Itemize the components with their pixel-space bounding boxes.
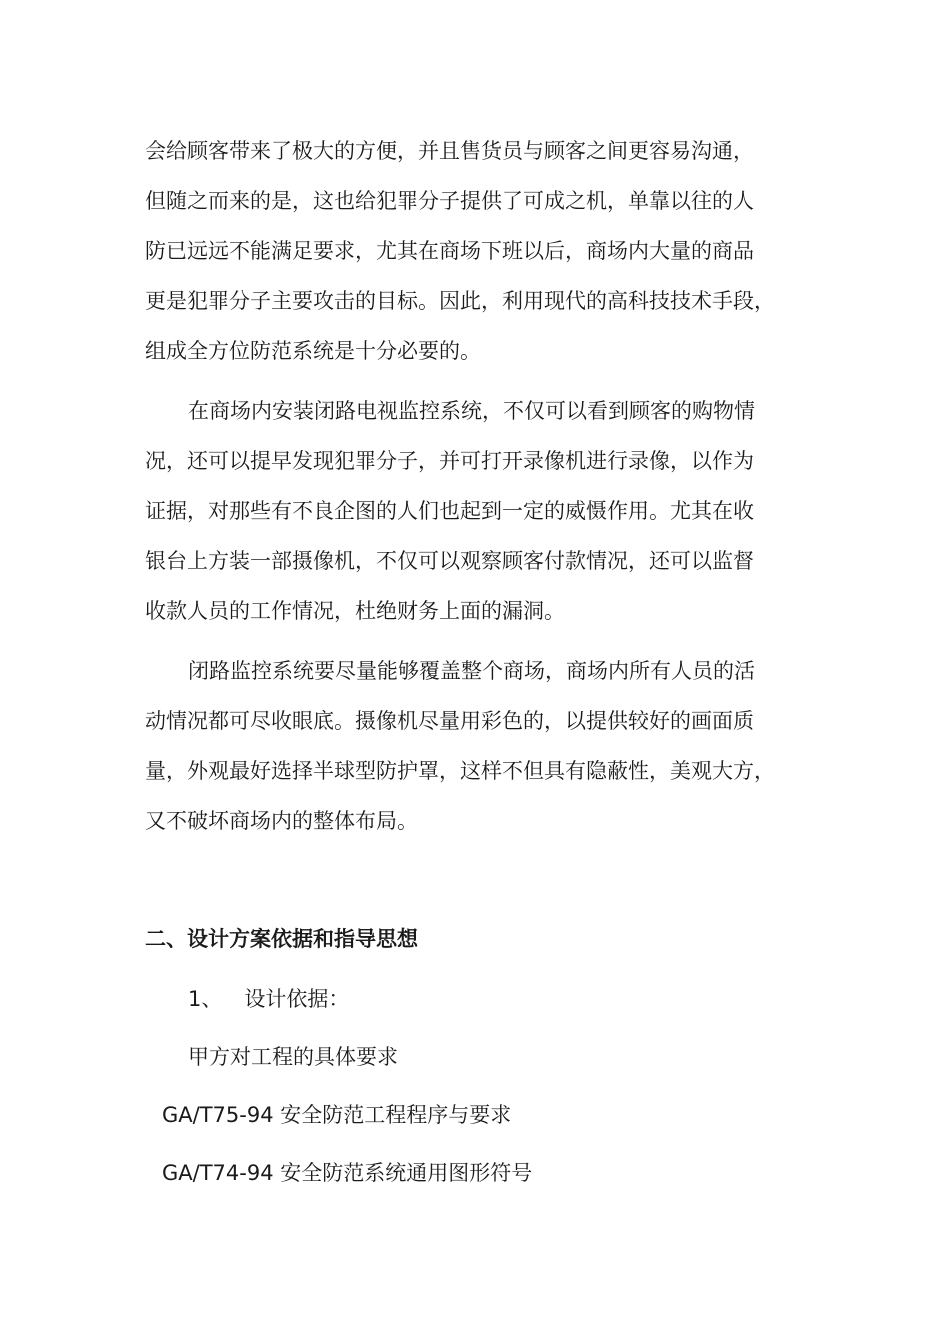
section-heading: 二、设计方案依据和指导思想 [145, 927, 418, 951]
paragraph-1-line-1: 会给顾客带来了极大的方便，并且售货员与顾客之间更容易沟通， [145, 139, 754, 163]
paragraph-2-line-2: 况，还可以提早发现犯罪分子，并可打开录像机进行录像，以作为 [145, 449, 754, 473]
standard-line-2: GA/T74-94 安全防范系统通用图形符号 [162, 1161, 533, 1185]
paragraph-2-line-3: 证据，对那些有不良企图的人们也起到一定的威慑作用。尤其在收 [145, 499, 754, 523]
list-item-design-basis [188, 984, 349, 1014]
paragraph-1-line-3: 防已远远不能满足要求，尤其在商场下班以后，商场内大量的商品 [145, 239, 754, 263]
requirement-line: 甲方对工程的具体要求 [188, 1045, 398, 1069]
paragraph-2-line-4: 银台上方装一部摄像机，不仅可以观察顾客付款情况，还可以监督 [145, 549, 754, 573]
paragraph-1-line-2: 但随之而来的是，这也给犯罪分子提供了可成之机，单靠以往的人 [145, 189, 754, 213]
paragraph-3-line-2: 动情况都可尽收眼底。摄像机尽量用彩色的，以提供较好的画面质 [145, 709, 754, 733]
paragraph-2-line-1: 在商场内安装闭路电视监控系统，不仅可以看到顾客的购物情 [188, 399, 755, 423]
paragraph-1-line-4: 更是犯罪分子主要攻击的目标。因此，利用现代的高科技技术手段， [145, 289, 775, 313]
list-item-label: 设计依据： [244, 987, 350, 1011]
paragraph-2-line-5: 收款人员的工作情况，杜绝财务上面的漏洞。 [145, 599, 565, 623]
paragraph-1-line-5: 组成全方位防范系统是十分必要的。 [145, 339, 481, 363]
paragraph-3-line-4: 又不破坏商场内的整体布局。 [145, 809, 418, 833]
list-item-number: 1、 [188, 987, 223, 1011]
paragraph-3-line-1: 闭路监控系统要尽量能够覆盖整个商场，商场内所有人员的活 [188, 659, 755, 683]
standard-line-1: GA/T75-94 安全防范工程程序与要求 [162, 1103, 512, 1127]
paragraph-3-line-3: 量，外观最好选择半球型防护罩，这样不但具有隐蔽性，美观大方， [145, 759, 775, 783]
